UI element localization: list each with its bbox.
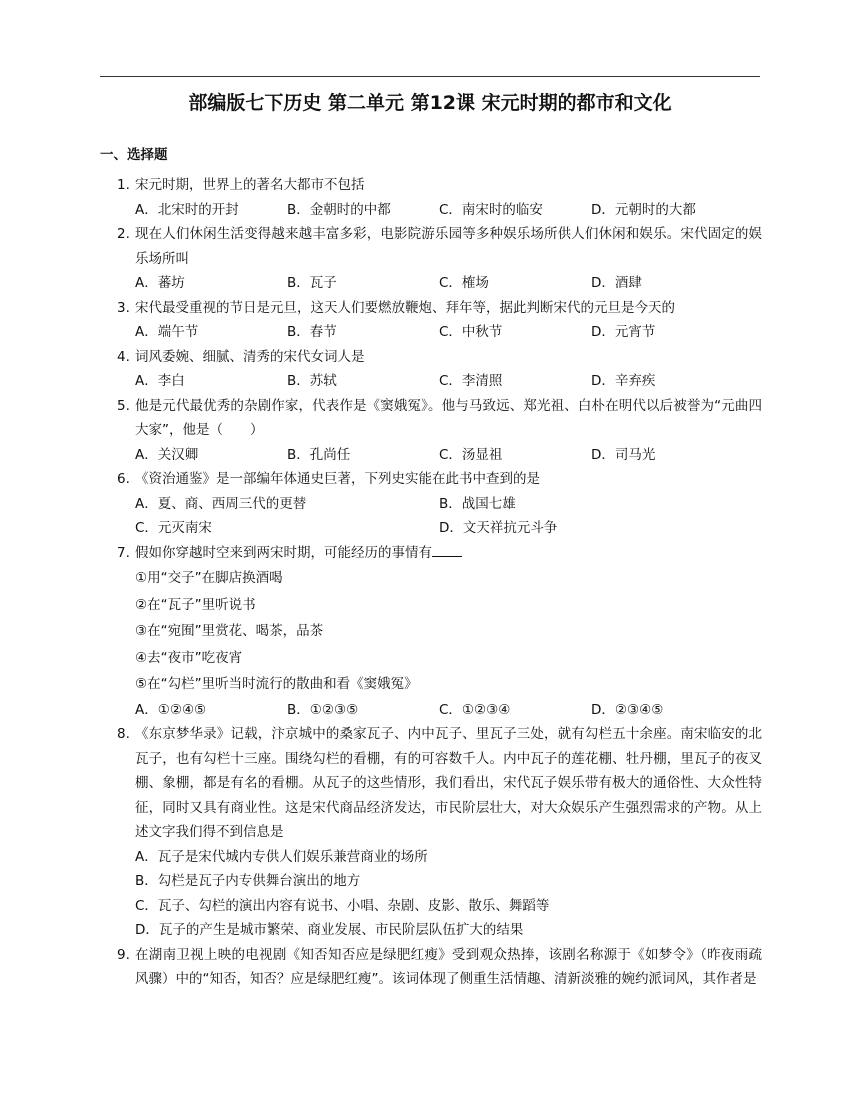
option-d: D．司马光: [591, 446, 656, 463]
option-a: A．①②④⑤: [135, 701, 207, 718]
question-stem: 词风委婉、细腻、清秀的宋代女词人是: [135, 348, 365, 365]
section-heading: 一、选择题: [100, 147, 168, 163]
option-row: [117, 845, 762, 870]
option-d: D．②③④⑤: [591, 701, 664, 718]
question-number: 8.: [117, 726, 130, 742]
question-stem: [117, 541, 762, 566]
option-b: B．苏轼: [287, 373, 337, 389]
option-c: C．李清照: [439, 373, 503, 389]
option-b: B．瓦子: [287, 275, 337, 291]
option-b: B．战国七雄: [439, 495, 516, 512]
option-a: A．北宋时的开封: [135, 201, 239, 218]
question-number: 9.: [117, 946, 130, 963]
option-c: C．瓦子、勾栏的演出内容有说书、小唱、杂剧、皮影、散乐、舞蹈等: [135, 897, 550, 914]
question-number: 5.: [117, 397, 130, 414]
question-stem: 宋代最受重视的节日是元旦，这天人们要燃放鞭炮、拜年等，据此判断宋代的元旦是今天的: [135, 299, 675, 316]
question-4: [117, 345, 762, 394]
option-b: B．金朝时的中都: [287, 201, 391, 218]
option-row: [117, 443, 762, 468]
question-stem: 现在人们休闲生活变得越来越丰富多彩，电影院游乐园等多种娱乐场所供人们休闲和娱乐。宋代固定的娱乐场所叫: [135, 226, 762, 267]
option-c: C．中秋节: [439, 324, 503, 340]
option-d: D．文天祥抗元斗争: [439, 520, 558, 536]
question-stem: 在湖南卫视上映的电视剧《知否知否应是绿肥红瘦》受到观众热捧，该剧名称源于《如梦令》（昨夜雨疏风骤）中的“知否，知否？应是绿肥红瘦”。该词体现了侧重生活情趣、清新淡雅的婉约派词风，其作者是: [135, 946, 762, 987]
option-a: A．瓦子是宋代城内专供人们娱乐兼营商业的场所: [135, 848, 428, 865]
option-row: [117, 698, 762, 723]
question-number: 6.: [117, 471, 130, 487]
question-number: 4.: [117, 348, 130, 365]
option-b: B．①②③⑤: [287, 701, 359, 718]
question-list: [117, 173, 762, 992]
statement-item: ④去“夜市”吃夜宵: [135, 649, 243, 666]
statement-item: ⑤在“勾栏”里听当时流行的散曲和看《窦娥冤》: [135, 676, 418, 692]
question-1: [117, 173, 762, 222]
question-8: [117, 722, 762, 943]
question-stem: 《东京梦华录》记载，汴京城中的桑家瓦子、内中瓦子、里瓦子三处，就有勾栏五十余座。南宋临安的北瓦子，也有勾栏十三座。围绕勾栏的看棚，有的可容数千人。内中瓦子的莲花棚、牡丹棚，里瓦子的夜叉棚、象棚，都是有名的看棚。从瓦子的这些情形，我们看出，宋代瓦子娱乐带有极大的通俗性、大众性特征，同时又具有商业性。这是宋代商品经济发达，市民阶层壮大，对大众娱乐产生强烈需求的产物。从上述文字我们得不到信息是: [135, 726, 762, 840]
question-stem: 他是元代最优秀的杂剧作家，代表作是《窦娥冤》。他与马致远、郑光祖、白朴在明代以后被誉为“元曲四大家”，他是（ ）: [135, 397, 762, 438]
question-stem: 《资治通鉴》是一部编年体通史巨著，下列史实能在此书中查到的是: [135, 471, 540, 487]
question-6: [117, 467, 762, 541]
option-b: B．孔尚任: [287, 446, 351, 463]
question-stem: 宋元时期，世界上的著名大都市不包括: [135, 177, 365, 193]
option-b: B．勾栏是瓦子内专供舞台演出的地方: [135, 873, 361, 889]
question-5: [117, 394, 762, 468]
option-a: A．蕃坊: [135, 275, 185, 291]
question-number: 7.: [117, 544, 130, 561]
option-a: A．关汉卿: [135, 446, 199, 463]
question-2: [117, 222, 762, 296]
option-a: A．端午节: [135, 324, 199, 340]
option-d: D．元宵节: [591, 324, 656, 340]
option-row: [117, 369, 762, 394]
option-d: D．酒肆: [591, 275, 642, 291]
page-title: 部编版七下历史 第二单元 第12课 宋元时期的都市和文化: [188, 92, 672, 114]
statement-item: ①用“交子”在脚店换酒喝: [135, 570, 283, 586]
option-a: A．李白: [135, 373, 185, 389]
question-number: 3.: [117, 299, 130, 316]
answer-blank: [432, 542, 462, 557]
option-row: [117, 894, 762, 919]
question-9: [117, 943, 762, 992]
option-row: [117, 918, 762, 943]
option-a: A．夏、商、西周三代的更替: [135, 495, 307, 512]
option-row: [117, 492, 762, 517]
question-7: [117, 541, 762, 723]
option-c: C．元灭南宋: [135, 520, 212, 536]
option-row: [117, 516, 762, 541]
option-c: C．榷场: [439, 275, 489, 291]
option-d: D．元朝时的大都: [591, 201, 696, 218]
question-3: [117, 296, 762, 345]
option-c: C．①②③④: [439, 701, 511, 718]
option-d: D．辛弃疾: [591, 373, 656, 389]
option-b: B．春节: [287, 324, 337, 340]
option-row: [117, 320, 762, 345]
question-number: 1.: [117, 177, 130, 193]
statement-item: ②在“瓦子”里听说书: [135, 596, 256, 613]
header-rule: [100, 76, 760, 77]
option-row: [117, 198, 762, 223]
statement-item: ③在“宛囿”里赏花、喝茶，品茶: [135, 623, 324, 639]
option-row: [117, 869, 762, 894]
question-stem-text: 假如你穿越时空来到两宋时期，可能经历的事情有: [135, 544, 432, 561]
option-row: [117, 271, 762, 296]
question-number: 2.: [117, 226, 130, 242]
option-c: C．汤显祖: [439, 446, 503, 463]
option-d: D．瓦子的产生是城市繁荣、商业发展、市民阶层队伍扩大的结果: [135, 922, 524, 938]
option-c: C．南宋时的临安: [439, 201, 543, 218]
